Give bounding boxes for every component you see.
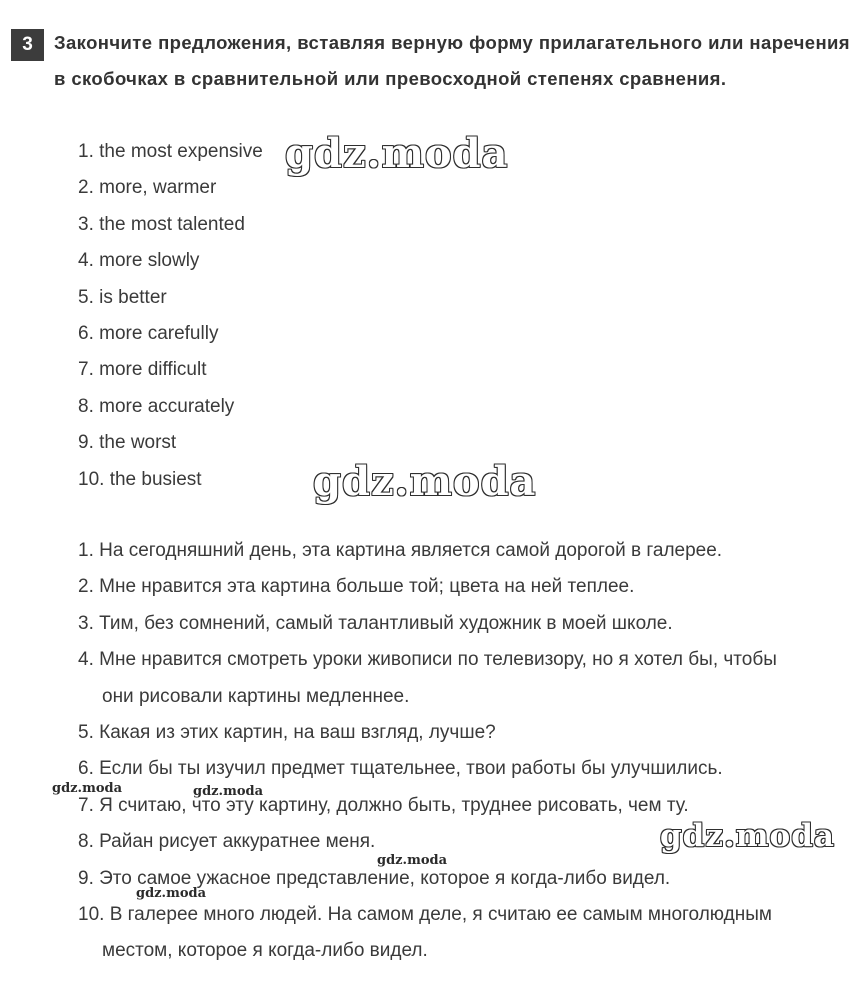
watermark-small: gdz.moda bbox=[52, 781, 123, 796]
translation-text: 4. Мне нравится смотреть уроки живописи по телевизору, но я хотел бы, чтобы bbox=[78, 649, 777, 671]
answer-item: 1. the most expensive bbox=[78, 141, 263, 162]
answer-item: 6. more carefully bbox=[78, 323, 219, 345]
translation-text: 1. На сегодняшний день, эта картина является самой дорогой в галерее. bbox=[78, 540, 723, 561]
translation-text: 9. Это самое ужасное представление, которое я когда-либо видел. bbox=[78, 867, 671, 889]
watermark-small: gdz.moda bbox=[377, 853, 448, 868]
translation-text: 10. В галерее много людей. На самом деле, я считаю ее самым многолюдным bbox=[78, 904, 772, 926]
translation-text: 8. Райан рисует аккуратнее меня. bbox=[78, 831, 376, 853]
translation-item bbox=[78, 751, 853, 787]
translation-text: 6. Если бы ты изучил предмет тщательнее, твои работы бы улучшились. bbox=[78, 758, 723, 780]
translation-text: 2. Мне нравится эта картина больше той; цвета на ней теплее. bbox=[78, 576, 635, 598]
watermark-logo: gdz.moda bbox=[313, 458, 537, 505]
watermark-small: gdz.moda bbox=[193, 784, 264, 799]
answer-item: 5. is better bbox=[78, 286, 167, 308]
answer-item: 9. the worst bbox=[78, 432, 177, 454]
answer-item: 10. the busiest bbox=[78, 468, 202, 490]
translation-item bbox=[78, 642, 853, 715]
task-number-badge: 3 bbox=[11, 29, 44, 61]
watermark-logo: gdz.moda bbox=[660, 818, 835, 854]
task-title: Закончите предложения, вставляя верную форму прилагательного или наречения в скобочках в сравнительной или превосходной степенях сравнения. bbox=[54, 32, 850, 89]
translations-list bbox=[78, 533, 853, 970]
watermark-logo: gdz.moda bbox=[285, 130, 509, 177]
translation-item bbox=[78, 533, 853, 569]
translation-text: 3. Тим, без сомнений, самый талантливый художник в моей школе. bbox=[78, 612, 673, 634]
translation-continuation: местом, которое я когда-либо видел. bbox=[102, 940, 428, 962]
answer-item: 4. more slowly bbox=[78, 250, 200, 272]
translation-continuation: они рисовали картины медленнее. bbox=[102, 685, 410, 707]
answer-item: 3. the most talented bbox=[78, 213, 245, 235]
translation-item bbox=[78, 897, 853, 970]
answer-item: 8. more accurately bbox=[78, 395, 235, 417]
translation-text: 7. Я считаю, что эту картину, должно быть, труднее рисовать, чем ту. bbox=[78, 794, 689, 816]
watermark-small: gdz.moda bbox=[136, 886, 207, 901]
translation-item bbox=[78, 715, 853, 751]
answer-item: 7. more difficult bbox=[78, 359, 207, 381]
translation-text: 5. Какая из этих картин, на ваш взгляд, лучше? bbox=[78, 722, 496, 744]
translation-item bbox=[78, 606, 853, 642]
answers-list bbox=[78, 134, 263, 498]
translation-item bbox=[78, 569, 853, 605]
answer-item: 2. more, warmer bbox=[78, 177, 217, 199]
